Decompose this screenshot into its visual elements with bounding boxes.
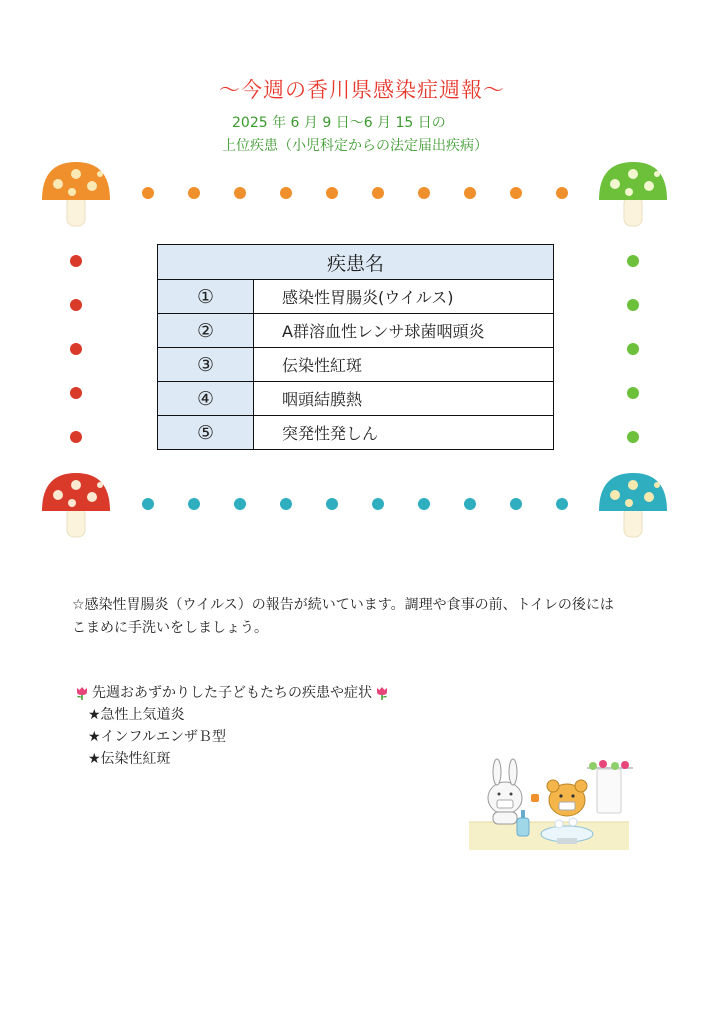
list-item: ★急性上気道炎 (88, 707, 185, 723)
disease-name-cell: 咽頭結膜熱 (254, 382, 554, 416)
rank-cell: ① (158, 280, 254, 314)
table-row (158, 416, 554, 450)
tulip-icon (74, 685, 90, 701)
dot-column-left (70, 255, 82, 443)
table-row (158, 382, 554, 416)
tulip-icon (374, 685, 390, 701)
list-item: ★インフルエンザＢ型 (88, 729, 226, 745)
notice-line: ☆感染性胃腸炎（ウイルス）の報告が続いています。調理や食事の前、トイレの後には (72, 597, 614, 613)
disease-name-cell: 伝染性紅斑 (254, 348, 554, 382)
dot-row-top (142, 187, 568, 199)
mushroom-green-icon (599, 162, 667, 226)
notice-line: こまめに手洗いをしましょう。 (72, 620, 268, 636)
dot-column-right (627, 255, 639, 443)
notice-text (72, 594, 662, 640)
report-period: 2025 年 6 月 9 日～6 月 15 日の (232, 115, 446, 131)
rank-cell: ③ (158, 348, 254, 382)
disease-name-cell: A群溶血性レンサ球菌咽頭炎 (254, 314, 554, 348)
last-week-heading (74, 682, 390, 704)
table-row (158, 348, 554, 382)
list-item: ★伝染性紅斑 (88, 751, 171, 767)
report-subtitle: 上位疾患（小児科定からの法定届出疾病） (222, 138, 488, 154)
last-week-section (74, 682, 390, 770)
table-row (158, 280, 554, 314)
handwashing-animals-illustration (469, 758, 633, 852)
dot-row-bottom (142, 498, 568, 510)
table-header-row (158, 245, 554, 280)
disease-name-cell: 感染性胃腸炎(ウイルス) (254, 280, 554, 314)
rank-cell: ⑤ (158, 416, 254, 450)
disease-ranking-table (157, 244, 554, 450)
disease-name-cell: 突発性発しん (254, 416, 554, 450)
page-title: ～今週の香川県感染症週報～ (219, 78, 505, 102)
mushroom-blue-icon (599, 473, 667, 537)
mushroom-orange-icon (42, 162, 110, 226)
rank-cell: ② (158, 314, 254, 348)
table-header: 疾患名 (158, 245, 554, 280)
mushroom-red-icon (42, 473, 110, 537)
rank-cell: ④ (158, 382, 254, 416)
table-row (158, 314, 554, 348)
last-week-heading-text: 先週おあずかりした子どもたちの疾患や症状 (92, 685, 372, 701)
last-week-list (74, 704, 390, 770)
